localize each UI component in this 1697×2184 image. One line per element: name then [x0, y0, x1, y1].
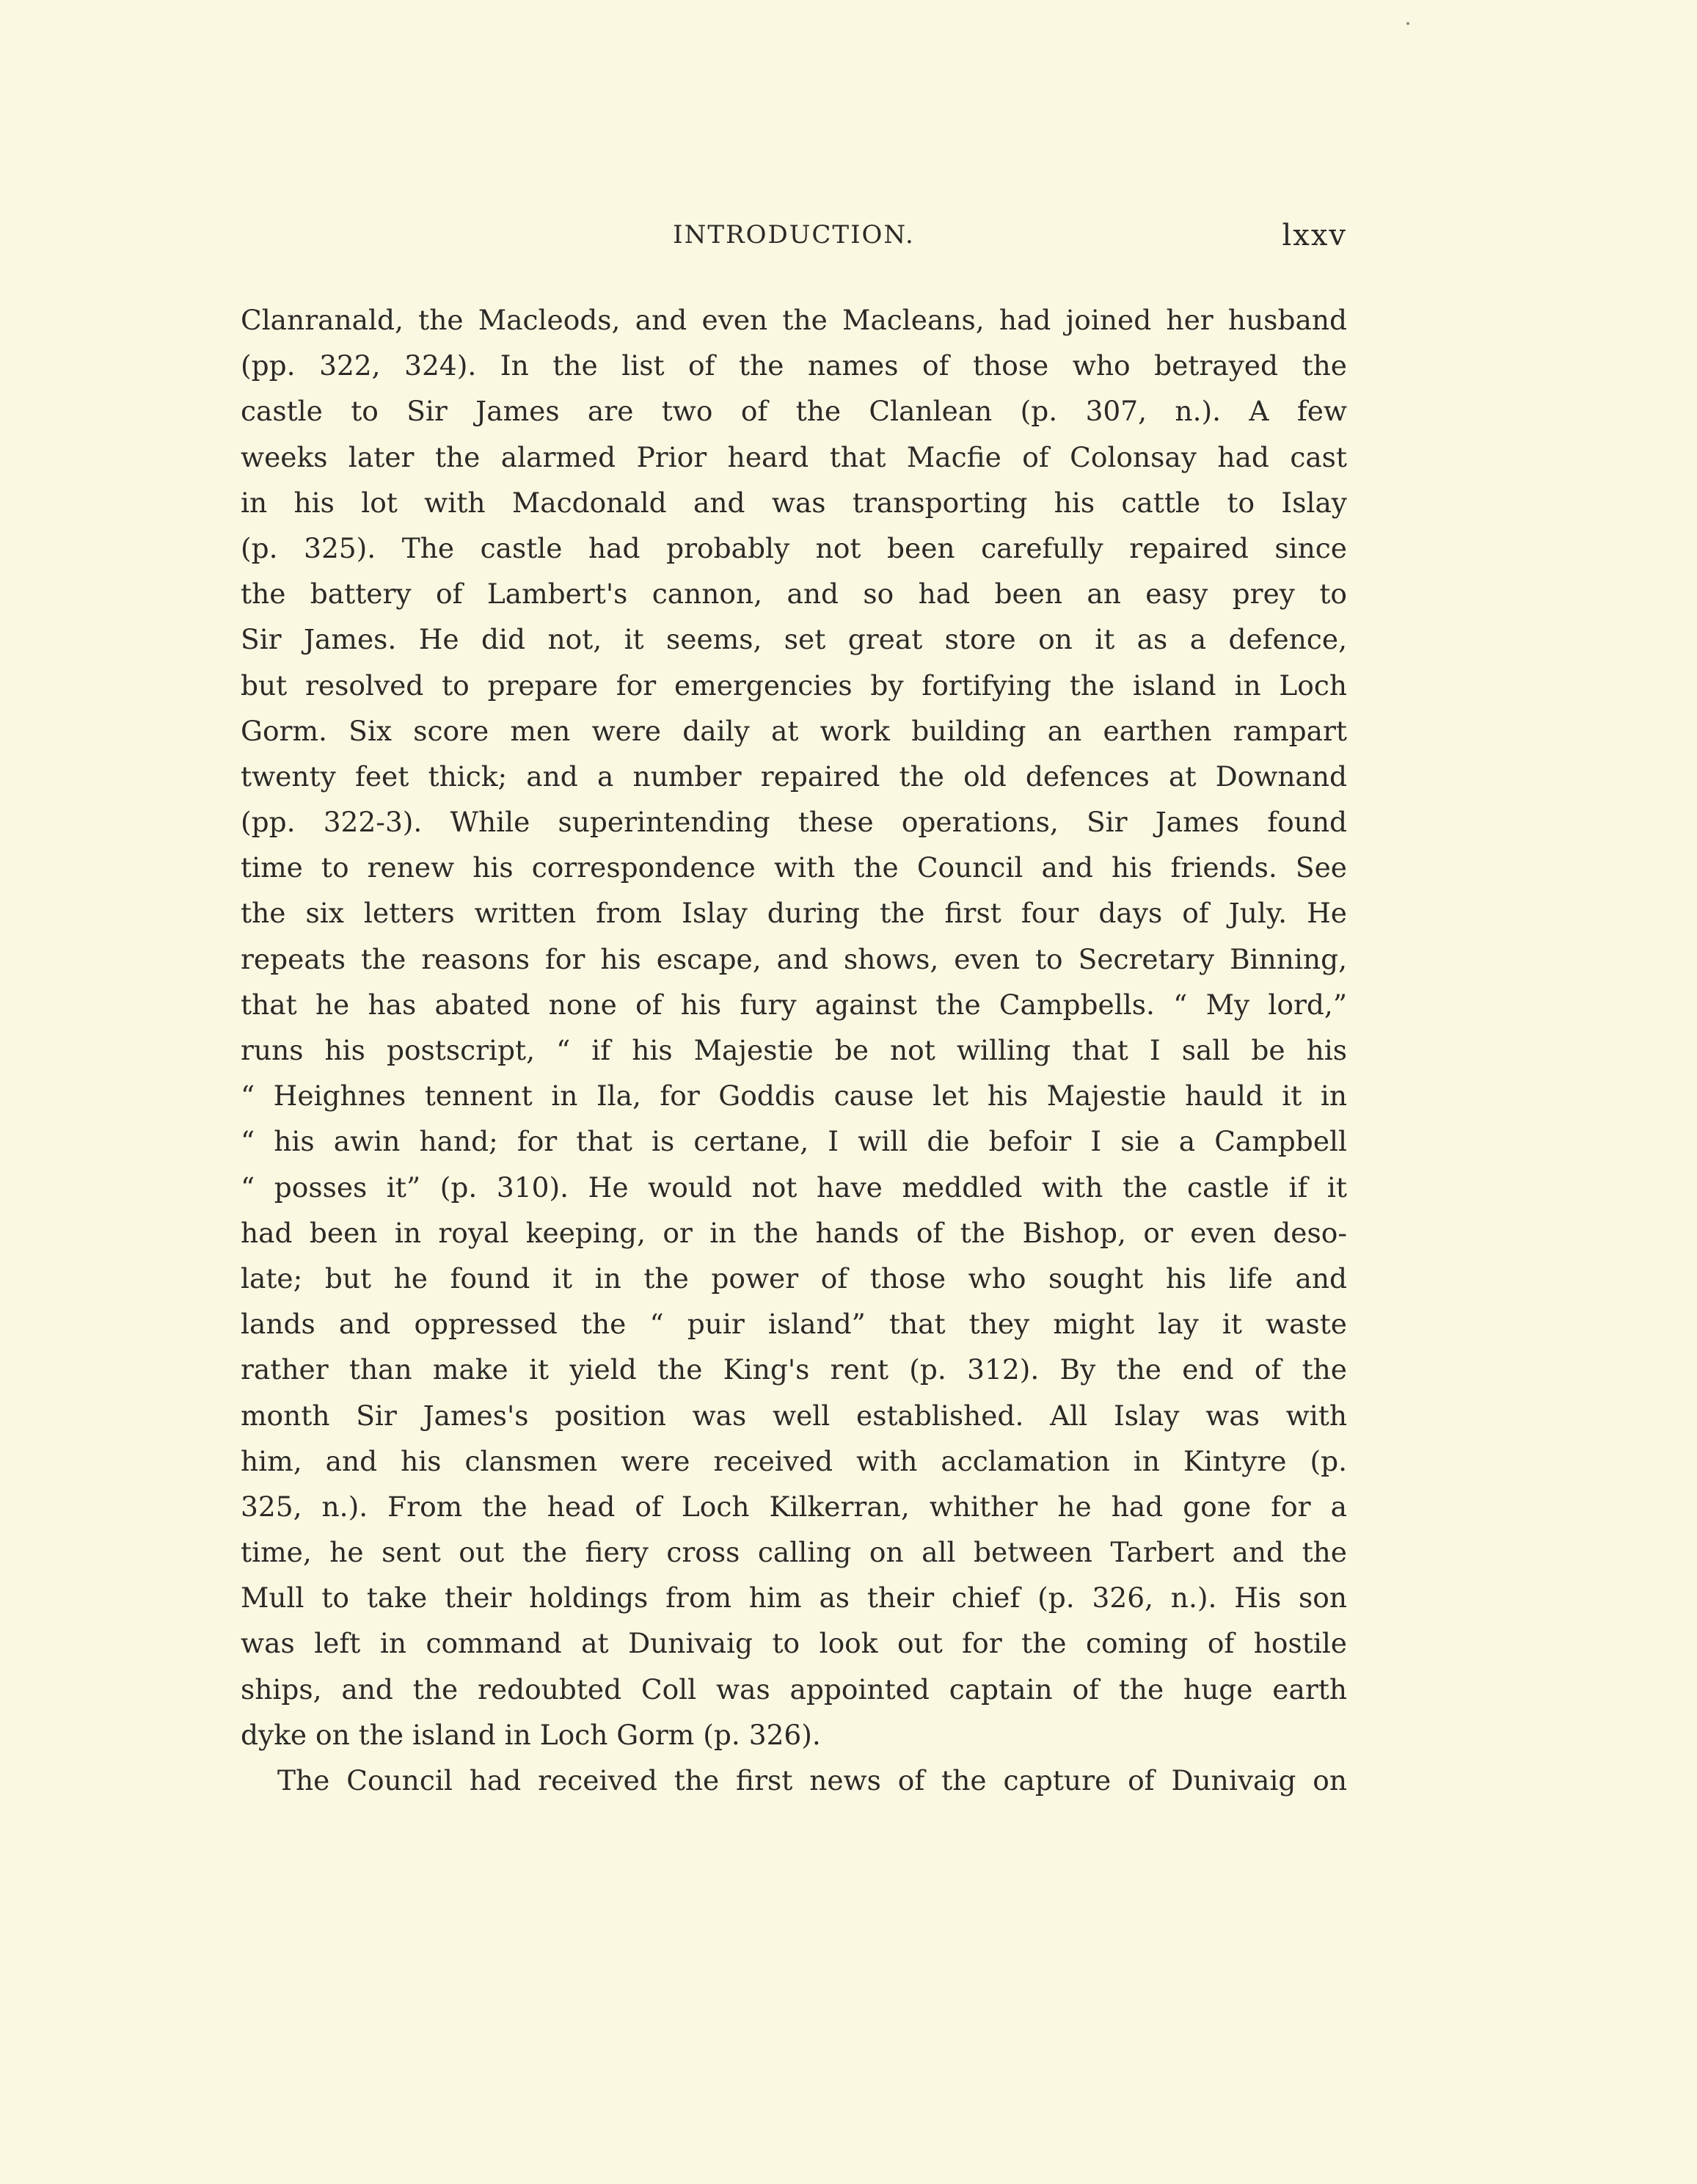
- page-header: [241, 220, 1347, 264]
- text-line: late; but he found it in the power of those who sought his life and: [241, 1262, 1347, 1295]
- text-line: (p. 325). The castle had probably not been carefully repaired since: [241, 531, 1347, 564]
- text-line: the six letters written from Islay during the first four days of July. He: [241, 897, 1347, 930]
- running-head: INTRODUCTION.: [673, 220, 915, 250]
- text-line: “ Heighnes tennent in Ila, for Goddis cause let his Majestie hauld it in: [241, 1080, 1347, 1113]
- text-line: was left in command at Dunivaig to look out for the coming of hostile: [241, 1627, 1347, 1660]
- text-line: repeats the reasons for his escape, and shows, even to Secretary Binning,: [241, 942, 1347, 975]
- text-line: runs his postscript, “ if his Majestie be not willing that I sall be his: [241, 1034, 1347, 1066]
- text-line: twenty feet thick; and a number repaired the old defences at Downand: [241, 760, 1347, 793]
- body-text: [241, 297, 1347, 1803]
- text-line: (pp. 322-3). While superintending these operations, Sir James found: [241, 806, 1347, 839]
- text-line: (pp. 322, 324). In the list of the names of those who betrayed the: [241, 349, 1347, 382]
- text-line: Mull to take their holdings from him as their chief (p. 326, n.). His son: [241, 1581, 1347, 1615]
- text-line: dyke on the island in Loch Gorm (p. 326).: [241, 1718, 821, 1751]
- text-line: “ posses it” (p. 310). He would not have meddled with the castle if it: [241, 1171, 1347, 1204]
- text-line: but resolved to prepare for emergencies by fortifying the island in Loch: [241, 669, 1347, 702]
- text-line: weeks later the alarmed Prior heard that Macfie of Colonsay had cast: [241, 440, 1347, 473]
- text-line: the battery of Lambert's cannon, and so had been an easy prey to: [241, 578, 1347, 611]
- text-line: 325, n.). From the head of Loch Kilkerran, whither he had gone for a: [241, 1490, 1347, 1523]
- text-line: ships, and the redoubted Coll was appointed captain of the huge earth: [241, 1672, 1347, 1706]
- text-line: in his lot with Macdonald and was transporting his cattle to Islay: [241, 486, 1347, 519]
- text-line: had been in royal keeping, or in the hands of the Bishop, or even deso-: [241, 1216, 1347, 1249]
- text-line: The Council had received the first news of the capture of Dunivaig on: [277, 1764, 1347, 1797]
- scan-speck: [1406, 22, 1409, 25]
- text-line: Sir James. He did not, it seems, set great store on it as a defence,: [241, 623, 1347, 656]
- text-line: him, and his clansmen were received with acclamation in Kintyre (p.: [241, 1444, 1347, 1477]
- text-line: Gorm. Six score men were daily at work building an earthen rampart: [241, 714, 1347, 747]
- text-line: that he has abated none of his fury against the Campbells. “ My lord,”: [241, 988, 1347, 1021]
- page-number: lxxv: [1282, 219, 1347, 252]
- text-line: time to renew his correspondence with the Council and his friends. See: [241, 851, 1347, 884]
- text-line: “ his awin hand; for that is certane, I will die befoir I sie a Campbell: [241, 1125, 1347, 1158]
- text-line: Clanranald, the Macleods, and even the Macleans, had joined her husband: [241, 304, 1347, 336]
- text-line: rather than make it yield the King's rent (p. 312). By the end of the: [241, 1353, 1347, 1386]
- text-line: month Sir James's position was well established. All Islay was with: [241, 1399, 1347, 1432]
- text-line: time, he sent out the fiery cross calling on all between Tarbert and the: [241, 1536, 1347, 1569]
- text-line: lands and oppressed the “ puir island” that they might lay it waste: [241, 1308, 1347, 1341]
- text-line: castle to Sir James are two of the Clanlean (p. 307, n.). A few: [241, 395, 1347, 428]
